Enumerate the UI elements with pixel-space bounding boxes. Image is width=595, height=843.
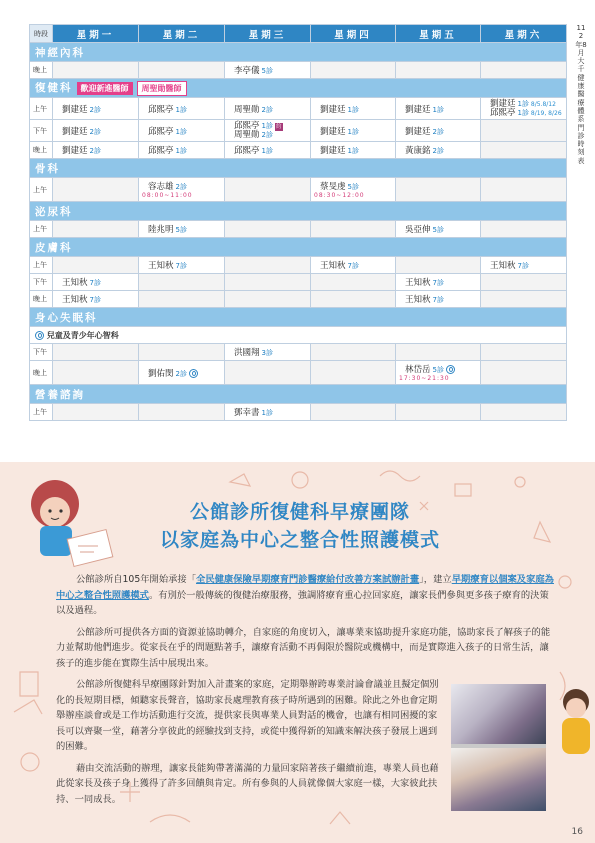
schedule-cell — [311, 98, 396, 120]
doctor-entry — [234, 346, 273, 358]
schedule-cell — [311, 291, 396, 308]
schedule-cell — [311, 274, 396, 291]
schedule-row — [30, 274, 567, 291]
clinic-room: 5診 — [432, 366, 444, 374]
doctor-entry — [320, 259, 359, 271]
department-row — [30, 43, 567, 62]
schedule-cell — [396, 120, 481, 142]
clinic-schedule-table — [29, 24, 567, 421]
clinic-room: 7診 — [347, 262, 359, 270]
doctor-name: 陸兆明 — [148, 225, 174, 235]
highlight-plan-name: 全民健康保險早期療育門診醫療給付改善方案試辦計畫 — [196, 574, 420, 585]
schedule-cell — [225, 361, 311, 385]
schedule-cell — [311, 62, 396, 79]
schedule-cell — [481, 291, 567, 308]
schedule-row — [30, 404, 567, 421]
department-name: 營養諮詢 — [30, 385, 567, 404]
schedule-cell — [139, 344, 225, 361]
schedule-cell — [396, 221, 481, 238]
doctor-name: 王知秋 — [405, 278, 431, 288]
doctor-name: 吳亞伸 — [405, 225, 431, 235]
schedule-cell — [139, 62, 225, 79]
schedule-cell — [225, 291, 311, 308]
time-slot: 上午 — [30, 404, 53, 421]
doctor-name: 王知秋 — [405, 295, 431, 305]
doctor-name: 邱熙亭 — [234, 146, 260, 156]
time-slot: 晚上 — [30, 291, 53, 308]
schedule-row — [30, 344, 567, 361]
article-paragraph-2: 公館診所可提供各方面的資源並協助轉介，自家庭的角度切入，讓專業來協助提升家庭功能，協助家長了解孩子的能力並幫助他們進步。從家長在乎的問題點著手，讓療育活動不再侷限於醫院或機構中，而是實際進入孩子的日常生活，讓孩子的進步能在實際生活中展現出來。 — [56, 626, 551, 669]
clinic-room: 5診 — [175, 226, 187, 234]
schedule-row — [30, 178, 567, 202]
clinic-room: 2診 — [432, 147, 444, 155]
clinic-hours: 08:30~12:00 — [314, 192, 365, 199]
department-name: 身心失眠科 — [30, 308, 567, 327]
time-slot: 上午 — [30, 98, 53, 120]
schedule-cell — [225, 178, 311, 202]
schedule-cell — [396, 404, 481, 421]
schedule-cell — [53, 274, 139, 291]
schedule-cell — [53, 142, 139, 159]
doctor-entry — [320, 180, 359, 192]
schedule-cell — [481, 178, 567, 202]
schedule-cell — [311, 120, 396, 142]
schedule-cell — [139, 404, 225, 421]
schedule-cell — [139, 98, 225, 120]
schedule-cell — [396, 274, 481, 291]
schedule-row — [30, 120, 567, 142]
schedule-cell — [139, 291, 225, 308]
clinic-room: 5診 — [432, 226, 444, 234]
schedule-cell — [396, 142, 481, 159]
time-slot: 晚上 — [30, 142, 53, 159]
schedule-cell — [396, 361, 481, 385]
schedule-cell — [225, 120, 311, 142]
clinic-room: 1診 — [175, 105, 187, 114]
clinic-room: 3診 — [261, 349, 273, 357]
doctor-entry — [148, 103, 187, 115]
schedule-cell — [311, 178, 396, 202]
article-panel — [0, 462, 595, 843]
schedule-cell — [139, 257, 225, 274]
date-note: 8/19, 8/26 — [528, 109, 562, 117]
doctor-name: 王知秋 — [62, 295, 88, 305]
clinic-room: 7診 — [175, 262, 187, 270]
doctor-name: 劉建廷 — [490, 98, 516, 109]
department-note-row — [30, 327, 567, 344]
schedule-row — [30, 62, 567, 79]
schedule-cell — [139, 120, 225, 142]
schedule-cell — [396, 344, 481, 361]
schedule-cell — [311, 221, 396, 238]
doctor-name: 黃康銘 — [405, 146, 431, 156]
clinic-room: 7診 — [517, 262, 529, 270]
day-header-wed: 星期三 — [225, 25, 311, 43]
doctor-entry — [405, 363, 455, 375]
doctor-entry — [490, 109, 563, 118]
doctor-entry — [62, 103, 101, 115]
doctor-entry — [405, 276, 444, 288]
doctor-entry — [234, 144, 273, 156]
doctor-name: 邱熙亭 — [148, 126, 174, 137]
time-slot: 下午 — [30, 274, 53, 291]
schedule-cell — [225, 404, 311, 421]
doctor-entry — [320, 103, 359, 115]
time-slot: 晚上 — [30, 62, 53, 79]
day-header-tue: 星期二 — [139, 25, 225, 43]
doctor-entry — [148, 144, 187, 156]
doctor-entry — [490, 259, 529, 271]
schedule-cell — [225, 221, 311, 238]
clinic-room: 2診 — [175, 369, 187, 378]
department-name: 皮膚科 — [30, 238, 567, 257]
doctor-name: 周聖勛 — [234, 104, 260, 115]
schedule-row — [30, 257, 567, 274]
doctor-entry — [405, 223, 444, 235]
doctor-name: 劉佑閔 — [148, 368, 174, 379]
doctor-name: 王知秋 — [148, 261, 174, 271]
clinic-room: 7診 — [432, 279, 444, 287]
department-row — [30, 159, 567, 178]
schedule-row — [30, 361, 567, 385]
schedule-cell — [139, 221, 225, 238]
doctor-entry — [320, 125, 359, 137]
doctor-name: 劉建廷 — [62, 126, 88, 137]
doctor-name: 劉建廷 — [320, 104, 346, 115]
boy-illustration — [562, 689, 590, 754]
day-header-mon: 星期一 — [53, 25, 139, 43]
workshop-photo-1 — [451, 684, 546, 744]
doctor-entry — [405, 103, 444, 115]
doctor-entry — [234, 64, 273, 76]
schedule-cell — [481, 142, 567, 159]
day-header-sat: 星期六 — [481, 25, 567, 43]
clinic-room: 5診 — [347, 183, 359, 191]
clinic-room: 1診 — [347, 127, 359, 136]
clinic-hours: 08:00~11:00 — [142, 192, 193, 199]
doctor-name: 鄧幸書 — [234, 408, 260, 418]
department-row — [30, 385, 567, 404]
schedule-cell — [53, 62, 139, 79]
date-note: 8/5.8/12 — [528, 100, 556, 108]
doctor-name: 蔡旻虔 — [320, 182, 346, 192]
schedule-cell — [53, 98, 139, 120]
schedule-cell — [396, 257, 481, 274]
schedule-cell — [311, 404, 396, 421]
highlight-care-model: 早期療育以個案及家庭為中心之整合性照護模式 — [56, 574, 554, 601]
time-slot: 晚上 — [30, 361, 53, 385]
appointment-tag: 約 — [275, 123, 282, 130]
department-name: 神經內科 — [30, 43, 567, 62]
child-mind-icon — [189, 369, 198, 378]
department-note: 兒童及青少年心智科 — [44, 330, 119, 340]
schedule-cell — [311, 344, 396, 361]
clinic-room: 7診 — [432, 296, 444, 304]
schedule-cell — [311, 142, 396, 159]
activity-photos — [451, 684, 546, 811]
schedule-cell — [311, 361, 396, 385]
schedule-cell — [481, 404, 567, 421]
schedule-cell — [225, 98, 311, 120]
clinic-room: 2診 — [261, 105, 273, 114]
doctor-entry — [62, 144, 101, 156]
doctor-entry — [148, 223, 187, 235]
schedule-cell — [53, 221, 139, 238]
doctor-name: 劉建廷 — [405, 104, 431, 115]
doctor-name: 王知秋 — [62, 278, 88, 288]
doctor-entry — [148, 125, 187, 137]
schedule-cell — [225, 344, 311, 361]
schedule-cell — [53, 178, 139, 202]
new-doctor-badge: 周聖勛醫師 — [137, 81, 187, 96]
schedule-cell — [481, 120, 567, 142]
clinic-hours: 17:30~21:30 — [399, 375, 450, 382]
doctor-entry — [62, 293, 101, 305]
schedule-cell — [225, 142, 311, 159]
day-header-thu: 星期四 — [311, 25, 396, 43]
schedule-cell — [481, 361, 567, 385]
department-name: 泌尿科 — [30, 202, 567, 221]
slot-header: 時段 — [30, 25, 53, 43]
article-title-line2: 以家庭為中心之整合性照護模式 — [159, 529, 440, 551]
doctor-entry — [62, 125, 101, 137]
schedule-cell — [481, 274, 567, 291]
time-slot: 下午 — [30, 120, 53, 142]
doctor-entry — [148, 367, 198, 379]
schedule-body — [30, 43, 567, 421]
side-caption — [575, 24, 587, 165]
clinic-room: 1診 — [261, 121, 273, 130]
department-row — [30, 79, 567, 98]
clinic-room: 2診 — [89, 105, 101, 114]
article-paragraph-4: 藉由交流活動的辦理，讓家長能夠帶著滿滿的力量回家陪著孩子繼續前進，專業人員也藉此從家長及孩子身上獲得了許多回饋與肯定。所有參與的人員就像個大家庭一樣，大家彼此扶持、一同成長。 — [56, 762, 439, 805]
schedule-cell — [139, 142, 225, 159]
time-slot: 上午 — [30, 257, 53, 274]
clinic-room: 2診 — [89, 147, 101, 155]
department-name: 骨科 — [30, 159, 567, 178]
schedule-row — [30, 291, 567, 308]
clinic-room: 7診 — [89, 279, 101, 287]
schedule-cell — [481, 257, 567, 274]
schedule-cell — [53, 291, 139, 308]
schedule-cell — [481, 221, 567, 238]
department-row — [30, 238, 567, 257]
doctor-entry — [148, 259, 187, 271]
clinic-room: 1診 — [175, 147, 187, 155]
doctor-entry — [320, 144, 359, 156]
child-mind-icon — [35, 331, 44, 340]
clinic-room: 1診 — [175, 127, 187, 136]
schedule-cell — [225, 257, 311, 274]
clinic-room: 1診 — [261, 409, 273, 417]
schedule-row — [30, 142, 567, 159]
schedule-header-row — [30, 25, 567, 43]
schedule-cell — [53, 344, 139, 361]
doctor-name: 邱熙亭 — [148, 146, 174, 156]
schedule-cell — [481, 344, 567, 361]
doctor-entry — [234, 131, 307, 140]
doctor-entry — [405, 125, 444, 137]
schedule-cell — [139, 274, 225, 291]
doctor-entry — [405, 293, 444, 305]
doctor-entry — [62, 276, 101, 288]
page-number: 16 — [571, 827, 583, 837]
schedule-cell — [53, 361, 139, 385]
schedule-row — [30, 98, 567, 120]
clinic-room: 1診 — [432, 105, 444, 114]
schedule-cell — [139, 361, 225, 385]
doctor-name: 劉建廷 — [320, 126, 346, 137]
clinic-room: 1診 — [517, 108, 529, 117]
doctor-name: 劉建廷 — [320, 146, 346, 156]
schedule-cell — [396, 98, 481, 120]
schedule-cell — [396, 291, 481, 308]
clinic-room: 2診 — [89, 127, 101, 136]
clinic-room: 1診 — [347, 147, 359, 155]
time-slot: 上午 — [30, 178, 53, 202]
clinic-room: 5診 — [261, 67, 273, 75]
clinic-room: 1診 — [517, 99, 529, 108]
schedule-cell — [225, 274, 311, 291]
doctor-name: 邱熙亭 — [148, 104, 174, 115]
schedule-row — [30, 221, 567, 238]
doctor-name: 洪國翔 — [234, 348, 260, 358]
schedule-cell — [53, 404, 139, 421]
doctor-entry — [405, 144, 444, 156]
clinic-room: 1診 — [347, 105, 359, 114]
doctor-entry — [234, 406, 273, 418]
doctor-name: 王知秋 — [320, 261, 346, 271]
schedule-cell — [481, 98, 567, 120]
doctor-name: 劉建廷 — [62, 146, 88, 156]
doctor-name: 劉建廷 — [405, 126, 431, 137]
clinic-room: 2診 — [432, 127, 444, 136]
doctor-name: 劉建廷 — [62, 104, 88, 115]
schedule-cell — [311, 257, 396, 274]
department-row — [30, 202, 567, 221]
doctor-entry — [234, 103, 273, 115]
article-title — [110, 498, 490, 554]
article-title-line1: 公館診所復健科早療團隊 — [189, 501, 410, 523]
child-drawing-illustration — [31, 480, 113, 566]
clinic-room: 2診 — [261, 130, 273, 139]
workshop-photo-2 — [451, 748, 546, 811]
schedule-cell — [396, 178, 481, 202]
department-row — [30, 308, 567, 327]
doctor-name: 容志雄 — [148, 182, 174, 192]
schedule-cell — [396, 62, 481, 79]
article-paragraph-1: 公館診所自105年開始承接「全民健康保險早期療育門診醫療給付改善方案試辦計畫」，建立早期療育以個案及家庭為中心之整合性照護模式。有別於一般傳統的復健治療服務，強調將療育重心拉回家庭，讓家長們參與更多孩子療育的決策以及過程。 — [56, 574, 554, 616]
schedule-cell — [53, 120, 139, 142]
schedule-cell — [225, 62, 311, 79]
clinic-room: 7診 — [89, 296, 101, 304]
article-paragraph-3: 公館診所復健科早療團隊針對加入計畫案的家庭，定期舉辦跨專業討論會議並且擬定個別化的長短期目標，傾聽家長聲音，協助家長處理教育孩子時所遇到的困難。除此之外也會定期舉辦座談會或是工作坊活動進行交流，提供家長與專業人員對話的機會，也讓有相同困擾的家長可以齊聚一堂，藉著分享彼此的經驗找到支持，或從中獲得新的知識來解決孩子發展上遇到的困難。 — [56, 679, 439, 752]
side-title: 年8月大千健康醫療體系門診時刻表 — [575, 40, 587, 165]
doctor-name: 王知秋 — [490, 261, 516, 271]
schedule-cell — [139, 178, 225, 202]
doctor-entry — [148, 180, 187, 192]
day-header-fri: 星期五 — [396, 25, 481, 43]
side-year: 112 — [576, 24, 586, 41]
new-doctor-badge: 歡迎新進醫師 — [77, 82, 133, 95]
clinic-room: 2診 — [175, 183, 187, 191]
doctor-name: 邱熙亭 — [490, 107, 516, 118]
doctor-name: 李亭儀 — [234, 66, 260, 76]
time-slot: 下午 — [30, 344, 53, 361]
schedule-cell — [53, 257, 139, 274]
time-slot: 上午 — [30, 221, 53, 238]
clinic-room: 1診 — [261, 147, 273, 155]
doctor-name: 林岱岳 — [405, 365, 431, 375]
child-mind-icon — [446, 365, 455, 374]
doctor-name: 周聖勛 — [234, 129, 260, 140]
schedule-cell — [481, 62, 567, 79]
doctor-name: 邱熙亭 — [234, 120, 260, 131]
department-name: 復健科 歡迎新進醫師 周聖勛醫師 — [30, 79, 567, 98]
